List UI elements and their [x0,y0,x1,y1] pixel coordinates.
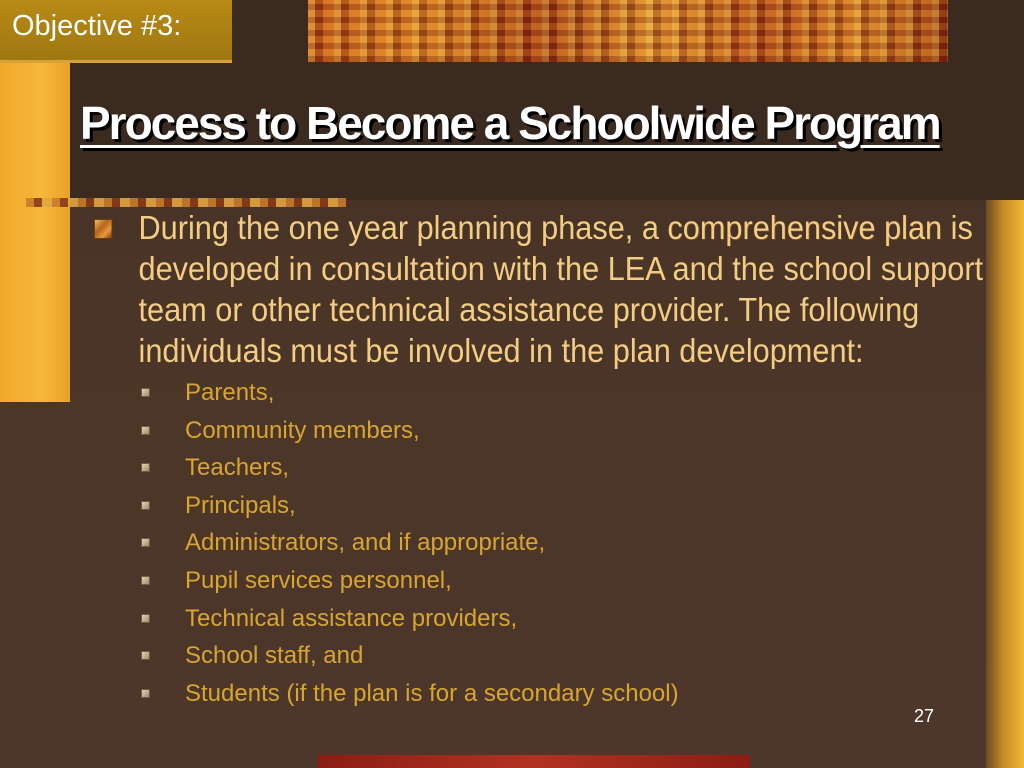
square-bullet-icon [94,219,113,239]
small-square-bullet-icon [141,463,150,472]
list-item-text: Technical assistance providers, [185,604,518,632]
list-item-text: Principals, [185,491,296,519]
decorative-strip [26,198,346,207]
small-square-bullet-icon [141,689,150,698]
main-bullet-text-before: During the one year planning phase, a [138,209,668,246]
list-item [92,679,987,717]
list-item [92,641,987,679]
main-bullet-highlight: comprehensive plan [667,209,943,246]
small-square-bullet-icon [141,614,150,623]
sub-bullet-list [92,378,987,716]
list-item-text: Pupil services personnel, [185,566,452,594]
small-square-bullet-icon [141,576,150,585]
list-item [92,416,987,454]
list-item-text: Teachers, [185,454,290,482]
list-item-text: Parents, [185,379,275,406]
small-square-bullet-icon [141,388,150,397]
small-square-bullet-icon [141,538,150,547]
list-item [92,604,987,642]
objective-label: Objective #3: [12,10,182,42]
list-item [92,528,987,566]
list-item-text: Students (if the plan is for a secondary school) [185,679,679,707]
bottom-accent-bar [318,755,750,768]
list-item-text: Administrators, and if appropriate, [185,529,546,557]
list-item [92,566,987,604]
small-square-bullet-icon [141,426,150,435]
page-number: 27 [914,706,935,726]
main-bullet-text-after: is developed in consultation with the LEA and the school support team or other technical assistance provider. The following individuals must be involved in the plan development: [138,209,984,369]
slide-content [92,207,987,716]
small-square-bullet-icon [141,501,150,510]
list-item [92,453,987,491]
objective-tag [0,0,232,63]
list-item-text: School staff, and [185,642,364,670]
slide-title: Process to Become a Schoolwide Program [80,97,940,149]
main-bullet [92,207,1013,371]
list-item-text: Community members, [185,416,420,444]
left-accent-bar [0,60,70,402]
list-item [92,378,987,416]
list-item [92,491,987,529]
decorative-banner-image [308,0,948,62]
small-square-bullet-icon [141,651,150,660]
